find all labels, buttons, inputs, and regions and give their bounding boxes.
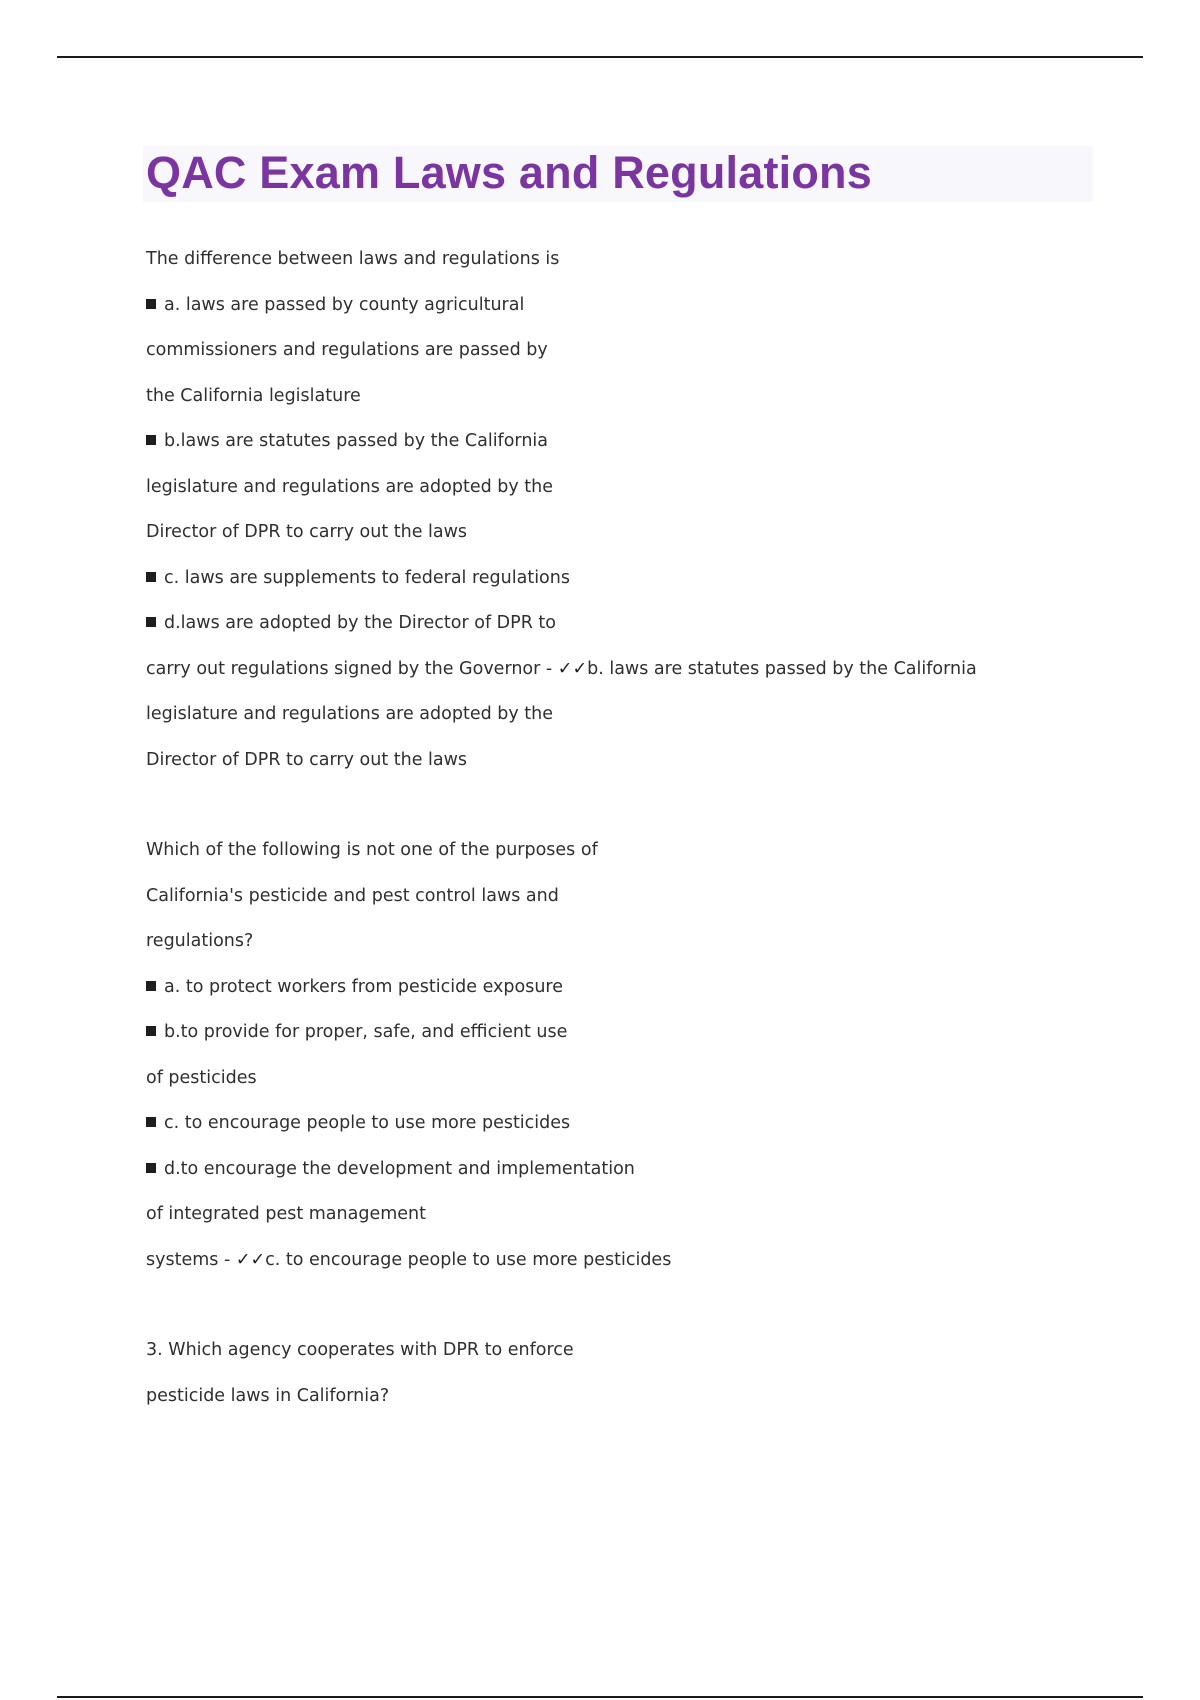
answer-lead: carry out regulations signed by the Governor - (146, 658, 558, 679)
square-bullet-icon (146, 435, 156, 445)
square-bullet-icon (146, 1163, 156, 1173)
option-text: c. to encourage people to use more pesticides (164, 1113, 571, 1133)
answer-line: Director of DPR to carry out the laws (146, 749, 468, 770)
option-text: d.to encourage the development and implementation (164, 1158, 635, 1179)
question-stem-line: California's pesticide and pest control laws and (146, 885, 559, 906)
option-text: a. to protect workers from pesticide exposure (164, 976, 563, 997)
option-text: c. laws are supplements to federal regulations (164, 567, 570, 588)
square-bullet-icon (146, 981, 156, 991)
option-line (146, 556, 1106, 602)
square-bullet-icon (146, 299, 156, 309)
option-b (146, 419, 1106, 556)
question-stem-line: The difference between laws and regulations is (146, 249, 560, 269)
answer (146, 1238, 1106, 1284)
answer-line: legislature and regulations are adopted by the (146, 704, 554, 724)
option-a (146, 283, 1106, 420)
option-line: of integrated pest management (146, 1204, 426, 1224)
answer-text: c. to encourage people to use more pesticides (265, 1249, 672, 1270)
question-1 (146, 237, 1106, 783)
option-line (146, 1101, 1106, 1147)
option-line: Director of DPR to carry out the laws (146, 522, 468, 542)
document-title: QAC Exam Laws and Regulations (146, 147, 872, 198)
question-2 (146, 828, 1106, 1283)
square-bullet-icon (146, 617, 156, 627)
answer-text: b. laws are statutes passed by the California (587, 658, 977, 679)
question-stem-line: Which of the following is not one of the purposes of (146, 840, 598, 860)
option-line (146, 1147, 1106, 1193)
square-bullet-icon (146, 572, 156, 582)
option-line: the California legislature (146, 385, 361, 406)
question-3 (146, 1328, 1106, 1419)
double-check-icon: ✓✓ (235, 1249, 266, 1270)
option-d (146, 1147, 1106, 1238)
option-line (146, 419, 1106, 465)
option-b (146, 1010, 1106, 1101)
option-line: commissioners and regulations are passed by (146, 340, 548, 360)
option-c (146, 556, 1106, 602)
square-bullet-icon (146, 1026, 156, 1036)
footer-rule (57, 1696, 1143, 1698)
option-line: of pesticides (146, 1067, 257, 1088)
option-text: b.to provide for proper, safe, and efficient use (164, 1022, 568, 1042)
option-text: d.laws are adopted by the Director of DPR to (164, 613, 556, 633)
option-line: legislature and regulations are adopted by the (146, 476, 554, 497)
option-text: b.laws are statutes passed by the California (164, 431, 548, 451)
answer-line (146, 1238, 1106, 1284)
question-stem-line: regulations? (146, 931, 254, 951)
answer-lead: systems - (146, 1249, 236, 1270)
document-body (146, 237, 1106, 1464)
option-line (146, 283, 1106, 329)
header-rule (57, 56, 1143, 58)
answer (146, 647, 1106, 784)
option-a (146, 965, 1106, 1011)
option-line (146, 601, 1106, 647)
square-bullet-icon (146, 1117, 156, 1127)
question-stem-line: pesticide laws in California? (146, 1385, 390, 1406)
double-check-icon: ✓✓ (557, 658, 588, 679)
option-text: a. laws are passed by county agricultural (164, 294, 525, 315)
option-line (146, 965, 1106, 1011)
option-c (146, 1101, 1106, 1147)
option-d (146, 601, 1106, 647)
option-line (146, 1010, 1106, 1056)
question-stem-line: 3. Which agency cooperates with DPR to enforce (146, 1340, 574, 1360)
answer-line (146, 647, 1106, 693)
